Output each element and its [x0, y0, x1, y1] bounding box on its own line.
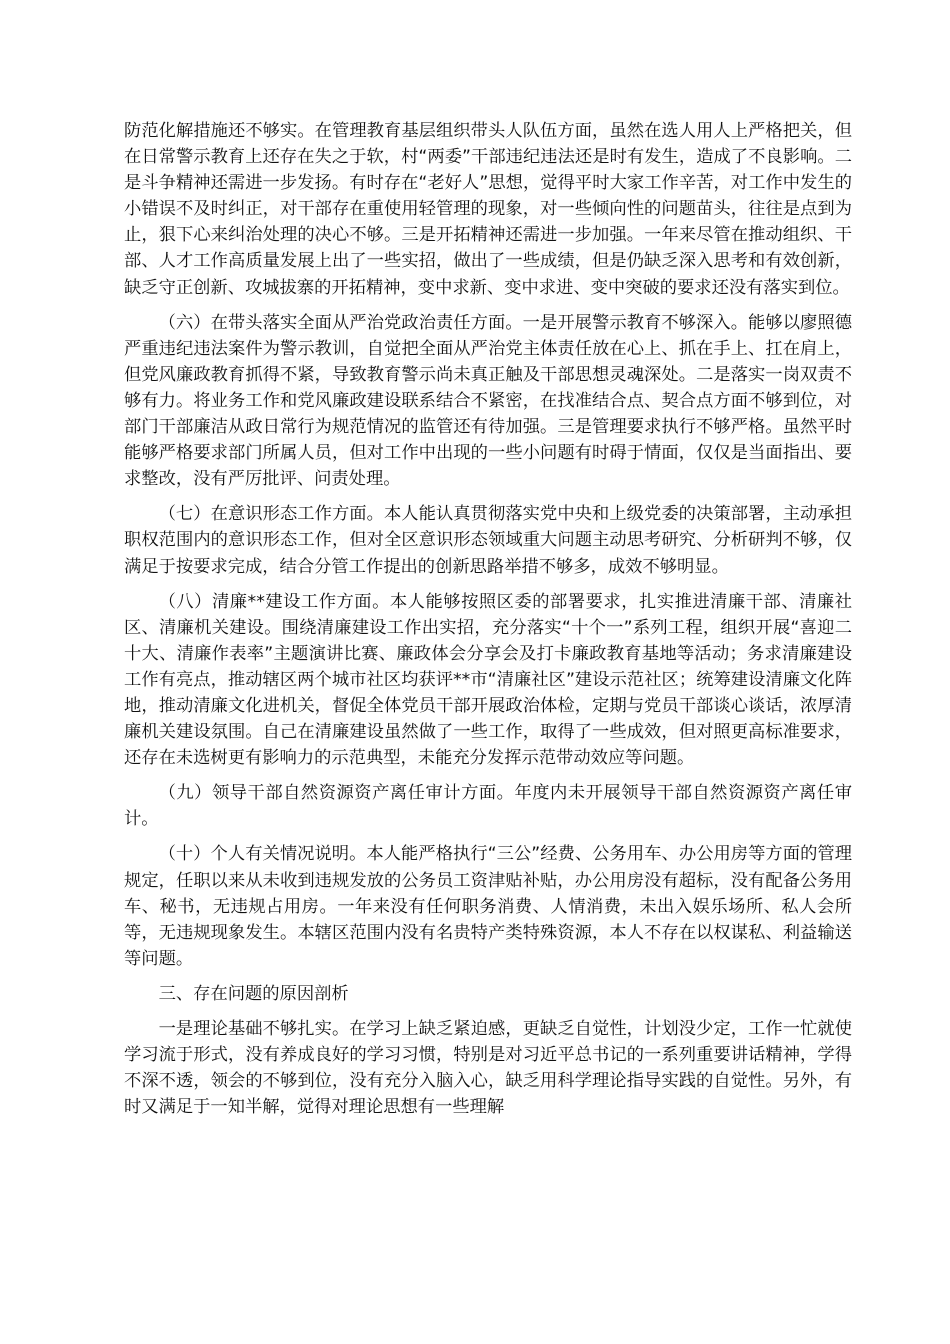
paragraph-section-7: （七）在意识形态工作方面。本人能认真贯彻落实党中央和上级党委的决策部署，主动承担职权范围内的意识形态工作，但对全区意识形态领域重大问题主动思考研究、分析研判不够，仅满足于按要求完成，结合分管工作提出的创新思路举措不够多，成效不够明显。 — [124, 504, 852, 577]
paragraph-section-8: （八）清廉**建设工作方面。本人能够按照区委的部署要求，扎实推进清廉干部、清廉社区、清廉机关建设。围绕清廉建设工作出实招，充分落实“十个一”系列工程，组织开展“喜迎二十大、清廉作表率”主题演讲比赛、廉政体会分享会及打卡廉政教育基地等活动；务求清廉建设工作有亮点，推动辖区两个城市社区均获评**市“清廉社区”建设示范社区；统筹建设清廉文化阵地，推动清廉文化进机关，督促全体党员干部开展政治体检，定期与党员干部谈心谈话，浓厚清廉机关建设氛围。自己在清廉建设虽然做了一些工作，取得了一些成效，但对照更高标准要求，还存在未选树更有影响力的示范典型，未能充分发挥示范带动效应等问题。 — [124, 591, 852, 769]
paragraph-section-9: （九）领导干部自然资源资产离任审计方面。年度内未开展领导干部自然资源资产离任审计。 — [124, 783, 852, 830]
section-heading-cause-analysis: 三、存在问题的原因剖析 — [158, 983, 349, 1004]
paragraph-section-6: （六）在带头落实全面从严治党政治责任方面。一是开展警示教育不够深入。能够以廖照德严重违纪违法案件为警示教训，自觉把全面从严治党主体责任放在心上、抓在手上、扛在肩上，但党风廉政教育抓得不紧，导致教育警示尚未真正触及干部思想灵魂深处。二是落实一岗双责不够有力。将业务工作和党风廉政建设联系结合不紧密，在找准结合点、契合点方面不够到位，对部门干部廉洁从政日常行为规范情况的监管还有待加强。三是管理要求执行不够严格。虽然平时能够严格要求部门所属人员，但对工作中出现的一些小问题有时碍于情面，仅仅是当面指出、要求整改，没有严厉批评、问责处理。 — [124, 312, 852, 490]
paragraph-continuation: 防范化解措施还不够实。在管理教育基层组织带头人队伍方面，虽然在选人用人上严格把关，但在日常警示教育上还存在失之于软，村“两委”干部违纪违法还是时有发生，造成了不良影响。二是斗争精神还需进一步发扬。有时存在“老好人”思想，觉得平时大家工作辛苦，对工作中发生的小错误不及时纠正，对干部存在重使用轻管理的现象，对一些倾向性的问题苗头，往往是点到为止，狠下心来纠治处理的决心不够。三是开拓精神还需进一步加强。一年来尽管在推动组织、干部、人才工作高质量发展上出了一些实招，做出了一些成绩，但是仍缺乏深入思考和有效创新，缺乏守正创新、攻城拔寨的开拓精神，变中求新、变中求进、变中突破的要求还没有落实到位。 — [124, 121, 852, 298]
paragraph-section-10: （十）个人有关情况说明。本人能严格执行“三公”经费、公务用车、办公用房等方面的管理规定，任职以来从未收到违规发放的公务员工资津贴补贴，办公用房没有超标，没有配备公务用车、秘书，无违规占用房。一年来没有任何职务消费、人情消费，未出入娱乐场所、私人会所等，无违规现象发生。本辖区范围内没有名贵特产类特殊资源，本人不存在以权谋私、利益输送等问题。 — [124, 844, 852, 969]
document-page — [124, 118, 852, 1129]
paragraph-cause-1: 一是理论基础不够扎实。在学习上缺乏紧迫感，更缺乏自觉性，计划没少定，工作一忙就使学习流于形式，没有养成良好的学习习惯，特别是对习近平总书记的一系列重要讲话精神，学得不深不透，领会的不够到位，没有充分入脑入心，缺乏用科学理论指导实践的自觉性。另外，有时又满足于一知半解，觉得对理论思想有一些理解 — [124, 1019, 852, 1118]
